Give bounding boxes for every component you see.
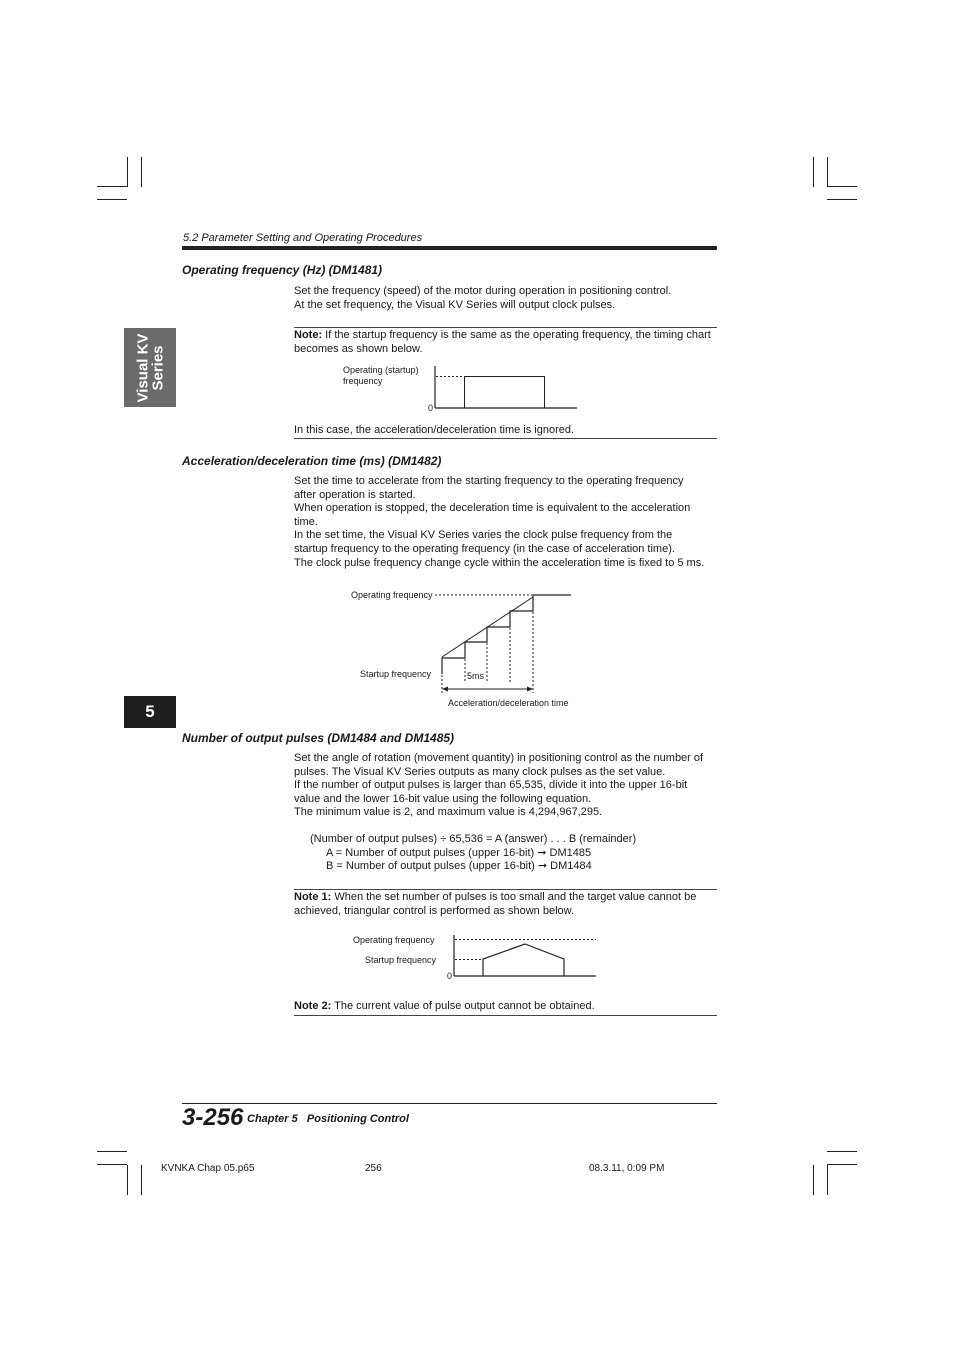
equation-main: (Number of output pulses) ÷ 65,536 = A (answer) . . . B (remainder) (310, 833, 637, 845)
chart-label-accel-time: Acceleration/deceleration time (448, 698, 569, 708)
note-label: Note 2: (294, 1000, 332, 1012)
note-rule-top (294, 889, 717, 890)
slug-sheet: 256 (365, 1163, 382, 1174)
text-line: In the set time, the Visual KV Series varies the clock pulse frequency from the (294, 529, 673, 542)
note-rule-bottom (294, 438, 717, 439)
paragraph-operating-frequency (294, 285, 720, 312)
note-text: The current value of pulse output cannot be obtained. (331, 1000, 595, 1012)
note-rule-top (294, 327, 717, 328)
note-text: When the set number of pulses is too small and the target value cannot be achieved, triangular control is performed as shown below. (294, 891, 697, 917)
text-line: If the number of output pulses is larger than 65,535, divide it into the upper 16-bit (294, 779, 688, 792)
paragraph-ignored: In this case, the acceleration/deceleration time is ignored. (294, 424, 575, 436)
crop-mark (97, 199, 127, 200)
crop-mark (827, 157, 828, 187)
side-tab-visual-kv (124, 328, 176, 407)
chart-zero-label: 0 (428, 403, 434, 413)
note-rule-bottom (294, 1015, 717, 1016)
text-line: value and the lower 16-bit value using the following equation. (294, 792, 592, 805)
text-line: At the set frequency, the Visual KV Series will output clock pulses. (294, 298, 616, 311)
page-number: 3-256 (182, 1104, 244, 1131)
chart-label-startup: Startup frequency (365, 955, 437, 965)
crop-mark (827, 1165, 828, 1195)
text-line: pulses. The Visual KV Series outputs as many clock pulses as the set value. (294, 765, 666, 778)
crop-mark (97, 1151, 127, 1152)
crop-mark (813, 1165, 814, 1195)
note-2-current-value (294, 1000, 717, 1014)
footer-rule (182, 1103, 717, 1104)
text-line: time. (294, 515, 318, 528)
text-line: Set the time to accelerate from the starting frequency to the operating frequency (294, 475, 684, 487)
text-line: startup frequency to the operating frequency (in the case of acceleration time). (294, 542, 675, 555)
equation-b: B = Number of output pulses (upper 16-bit) ➞ DM1484 (326, 860, 592, 872)
slug-date: 08.3.11, 0:09 PM (589, 1163, 665, 1174)
crop-mark (141, 1165, 142, 1195)
timing-chart-acceleration (345, 585, 580, 713)
crop-mark (827, 199, 857, 200)
paragraph-acceleration (294, 475, 720, 570)
triangle-profile (483, 944, 564, 976)
chart-label-operating: Operating frequency (351, 590, 433, 600)
crop-mark (127, 157, 128, 187)
crop-mark (827, 1151, 857, 1152)
side-tab-label: Visual KV Series (134, 333, 167, 402)
chapter-number-tab: 5 (124, 696, 176, 728)
equation-a: A = Number of output pulses (upper 16-bit) ➞ DM1485 (326, 847, 592, 859)
paragraph-output-pulses (294, 752, 720, 820)
chart-zero-label: 0 (447, 971, 453, 981)
note-1-triangular-control (294, 891, 717, 918)
heading-output-pulses: Number of output pulses (DM1484 and DM1485) (182, 731, 455, 745)
text-line: The minimum value is 2, and maximum value is 4,294,967,295. (294, 806, 603, 819)
crop-mark (97, 1164, 127, 1165)
note-startup-equals-operating (294, 329, 717, 356)
crop-mark (827, 1164, 857, 1165)
timing-chart-constant (340, 362, 590, 414)
running-header: 5.2 Parameter Setting and Operating Procedures (183, 232, 423, 244)
chart-label-operating: Operating frequency (353, 935, 435, 945)
heading-operating-frequency: Operating frequency (Hz) (DM1481) (182, 263, 383, 277)
crop-mark (127, 1165, 128, 1195)
chart-label: frequency (343, 376, 383, 386)
pulse-rectangle (465, 377, 545, 409)
crop-mark (97, 186, 127, 187)
text-line: Set the angle of rotation (movement quantity) in positioning control as the number of (294, 752, 704, 764)
text-line: after operation is started. (294, 488, 416, 501)
chart-label: Operating (startup) (343, 365, 419, 375)
chart-label-startup: Startup frequency (360, 669, 432, 679)
note-label: Note 1: (294, 891, 332, 903)
note-text: If the startup frequency is the same as the operating frequency, the timing chart becomes as shown below. (294, 329, 711, 355)
text-line: When operation is stopped, the deceleration time is equivalent to the acceleration (294, 502, 691, 515)
crop-mark (813, 157, 814, 187)
heading-acceleration-time: Acceleration/deceleration time (ms) (DM1482) (182, 454, 442, 468)
crop-mark (827, 186, 857, 187)
chapter-label: Chapter 5 Positioning Control (247, 1113, 409, 1125)
arrowhead-left (442, 687, 448, 692)
timing-chart-triangular (345, 930, 605, 982)
slug-file: KVNKA Chap 05.p65 (161, 1163, 255, 1174)
note-label: Note: (294, 329, 323, 341)
text-line: Set the frequency (speed) of the motor during operation in positioning control. (294, 285, 672, 297)
staircase-line (442, 595, 571, 674)
chart-label-5ms: 5ms (467, 671, 485, 681)
text-line: The clock pulse frequency change cycle within the acceleration time is fixed to 5 ms. (294, 556, 705, 569)
crop-mark (141, 157, 142, 187)
header-rule (182, 246, 717, 250)
arrowhead-right (527, 687, 533, 692)
